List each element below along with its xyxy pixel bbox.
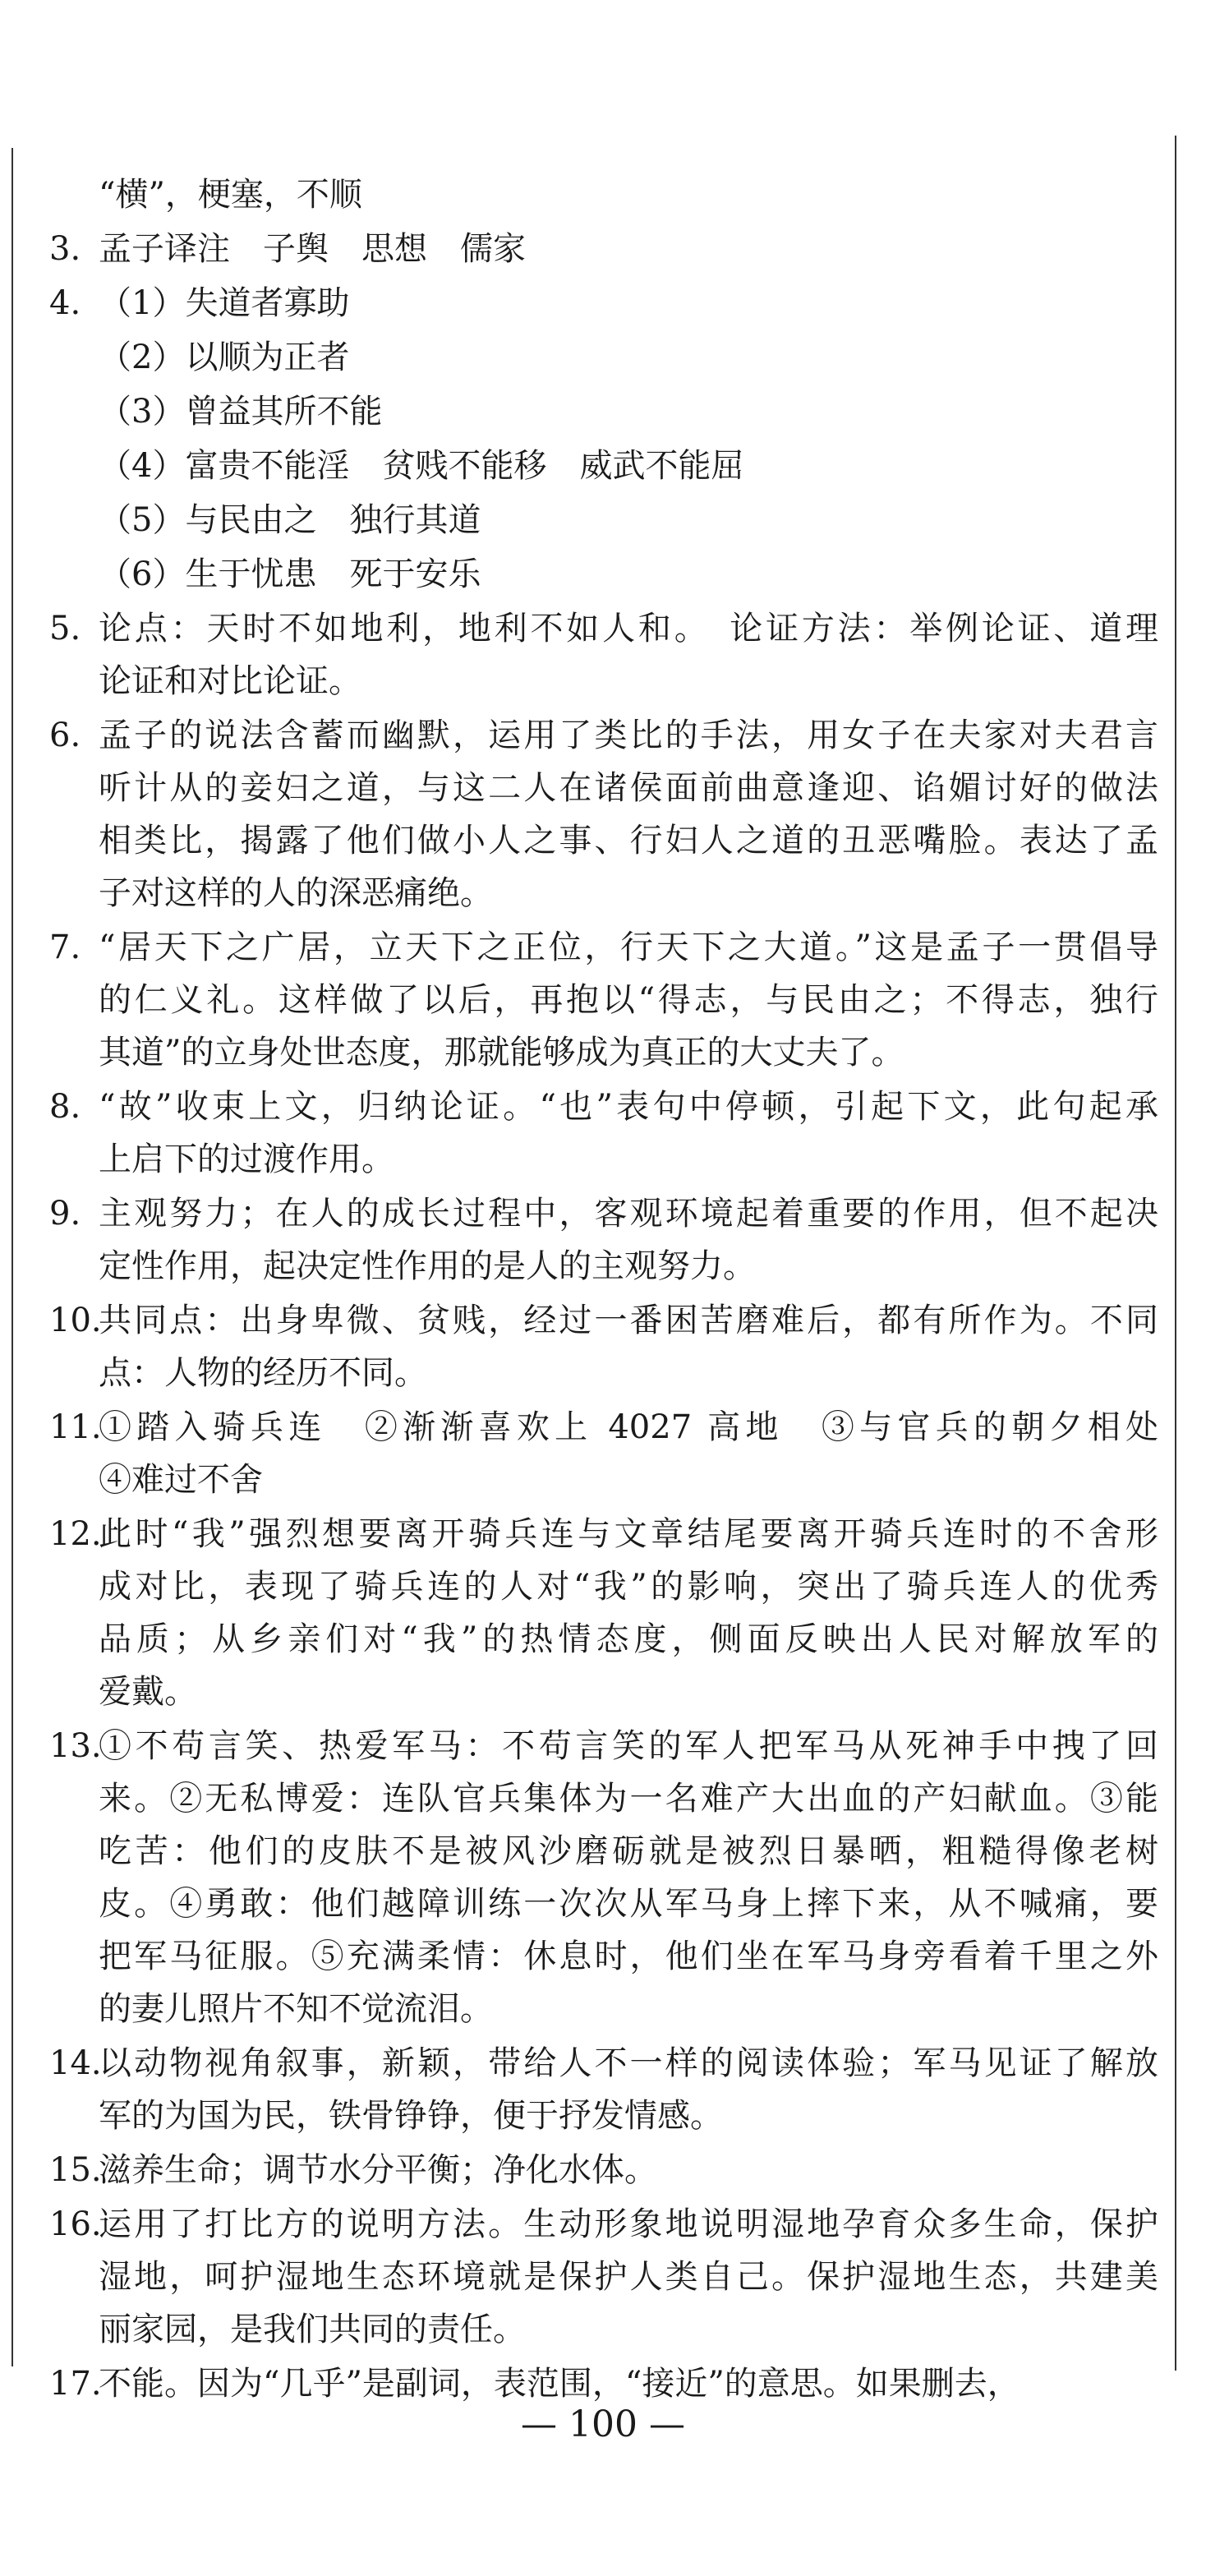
answer-item [49,494,1158,546]
answer-text-line: 主观努力；在人的成长过程中，客观环境起着重要的作用，但不起决 [99,1195,1158,1233]
answer-text-line: 的妻儿照片不知不觉流泪。 [99,1990,493,2028]
answer-text-line: （6）生于忧患 死于安乐 [99,555,481,593]
answer-item-continuation [49,1240,1158,1293]
answer-text-line: “故”收束上文，归纳论证。“也”表句中停顿，引起下文，此句起承 [99,1088,1158,1126]
answer-text-line: 军的为国为民，铁骨铮铮，便于抒发情感。 [99,2097,723,2135]
answer-number: 6. [49,717,81,754]
answer-text-line: 相类比，揭露了他们做小人之事、行妇人之道的丑恶嘴脸。表达了孟 [99,822,1158,859]
answer-item [49,223,1158,275]
answer-text-line: “横”，梗塞，不顺 [99,176,362,214]
answer-item [49,548,1158,601]
answer-text-line: 论证和对比论证。 [99,662,361,700]
answer-item [49,385,1158,438]
answer-item-continuation [49,1454,1158,1506]
answer-item-continuation [49,1666,1158,1718]
answer-item-continuation [49,1878,1158,1930]
answer-item [49,2198,1158,2251]
answer-number: 12. [49,1515,102,1553]
answer-text-line: 皮。④勇敢：他们越障训练一次次从军马身上摔下来，从不喊痛，要 [99,1885,1158,1923]
answer-text-line: 不能。因为“几乎”是副词，表范围，“接近”的意思。如果删去， [99,2365,1020,2403]
answer-number: 14. [49,2044,102,2082]
answer-item-continuation [49,2303,1158,2356]
answer-text-line: 运用了打比方的说明方法。生动形象地说明湿地孕育众多生命，保护 [99,2205,1158,2243]
answer-item-continuation [49,1930,1158,1983]
answer-number: 7. [49,929,81,966]
answer-text-line: 子对这样的人的深恶痛绝。 [99,874,493,912]
answer-item-continuation [49,2090,1158,2142]
answer-item [49,440,1158,492]
answer-item-continuation [49,867,1158,919]
left-margin-rule [12,148,13,2366]
answer-item-continuation [49,655,1158,707]
answer-text-line: 共同点：出身卑微、贫贱，经过一番困苦磨难后，都有所作为。不同 [99,1302,1158,1339]
answer-item [49,1294,1158,1347]
right-margin-rule [1175,136,1176,2371]
answer-number: 3. [49,230,81,268]
answer-item-continuation [49,1026,1158,1079]
answer-text-line: 湿地，呵护湿地生态环境就是保护人类自己。保护湿地生态，共建美 [99,2258,1158,2296]
answer-item-continuation [49,762,1158,814]
answer-item-continuation [49,1983,1158,2035]
answer-text-line: 其道”的立身处世态度，那就能够成为真正的大丈夫了。 [99,1034,904,1071]
answer-item [49,1508,1158,1560]
answer-text-line: 听计从的妾妇之道，与这二人在诸侯面前曲意逢迎、谄媚讨好的做法 [99,769,1158,807]
answer-item-continuation [49,814,1158,867]
answer-number: 5. [49,610,81,647]
answer-text-line: ④难过不舍 [99,1461,263,1499]
answer-text-line: 点：人物的经历不同。 [99,1354,427,1392]
answer-text-line: 论点：天时不如地利，地利不如人和。 论证方法：举例论证、道理 [99,610,1158,647]
answer-text-line: （3）曾益其所不能 [99,393,383,431]
answer-text-line: 滋养生命；调节水分平衡；净化水体。 [99,2151,657,2189]
answer-item [49,709,1158,762]
answer-item [49,1720,1158,1772]
answer-text-line: 吃苦：他们的皮肤不是被风沙磨砺就是被烈日暴晒，粗糙得像老树 [99,1832,1158,1870]
answer-number: 8. [49,1088,81,1126]
answer-text-line: （5）与民由之 独行其道 [99,501,481,539]
answer-item-continuation [49,1560,1158,1613]
answer-item-continuation [49,1613,1158,1666]
answer-item-continuation [49,1347,1158,1399]
answer-text-line: 的仁义礼。这样做了以后，再抱以“得志，与民由之；不得志，独行 [99,981,1158,1019]
answer-text-line: （4）富贵不能淫 贫贱不能移 威武不能屈 [99,447,744,485]
answer-text-line: ①不苟言笑、热爱军马：不苟言笑的军人把军马从死神手中拽了回 [99,1727,1158,1765]
answer-text-line: 定性作用，起决定性作用的是人的主观努力。 [99,1247,756,1285]
answer-number: 11. [49,1408,102,1446]
page-number: — 100 — [521,2403,685,2445]
answer-number: 9. [49,1195,81,1233]
answer-item-continuation [49,974,1158,1026]
answer-text-line: 成对比，表现了骑兵连的人对“我”的影响，突出了骑兵连人的优秀 [99,1568,1158,1606]
answer-item [49,1081,1158,1133]
answer-item-continuation [49,2251,1158,2303]
answer-number: 17. [49,2365,102,2403]
answer-text-line: ①踏入骑兵连 ②渐渐喜欢上 4027 高地 ③与官兵的朝夕相处 [99,1408,1158,1446]
answer-number: 15. [49,2151,102,2189]
answer-text-line: 爱戴。 [99,1673,197,1711]
answer-item-continuation [49,1825,1158,1878]
answer-text-line: “居天下之广居，立天下之正位，行天下之大道。”这是孟子一贯倡导 [99,929,1158,966]
answer-item [49,1401,1158,1454]
answer-item-continuation [49,1133,1158,1186]
answer-number: 10. [49,1302,102,1339]
answer-list [49,168,1158,2412]
answer-item [49,2144,1158,2196]
answer-item [49,277,1158,329]
answer-text-line: 品质；从乡亲们对“我”的热情态度，侧面反映出人民对解放军的 [99,1620,1158,1658]
answer-item [49,168,1158,221]
answer-text-line: （2）以顺为正者 [99,339,350,376]
answer-item [49,1187,1158,1240]
answer-item-continuation [49,1772,1158,1825]
answer-item [49,602,1158,655]
answer-text-line: 上启下的过渡作用。 [99,1141,394,1178]
answer-text-line: （1）失道者寡助 [99,284,350,322]
answer-item [49,2037,1158,2090]
answer-text-line: 孟子译注 子舆 思想 儒家 [99,230,526,268]
answer-number: 16. [49,2205,102,2243]
answer-number: 13. [49,1727,102,1765]
answer-text-line: 孟子的说法含蓄而幽默，运用了类比的手法，用女子在夫家对夫君言 [99,717,1158,754]
answer-item [49,921,1158,974]
answer-text-line: 以动物视角叙事，新颖，带给人不一样的阅读体验；军马见证了解放 [99,2044,1158,2082]
answer-item [49,331,1158,384]
answer-text-line: 把军马征服。⑤充满柔情：休息时，他们坐在军马身旁看着千里之外 [99,1938,1158,1975]
answer-text-line: 丽家园，是我们共同的责任。 [99,2311,526,2348]
answer-item [49,2357,1158,2410]
answer-text-line: 来。②无私博爱：连队官兵集体为一名难产大出血的产妇献血。③能 [99,1780,1158,1818]
answer-number: 4. [49,284,81,322]
answer-text-line: 此时“我”强烈想要离开骑兵连与文章结尾要离开骑兵连时的不舍形 [99,1515,1158,1553]
